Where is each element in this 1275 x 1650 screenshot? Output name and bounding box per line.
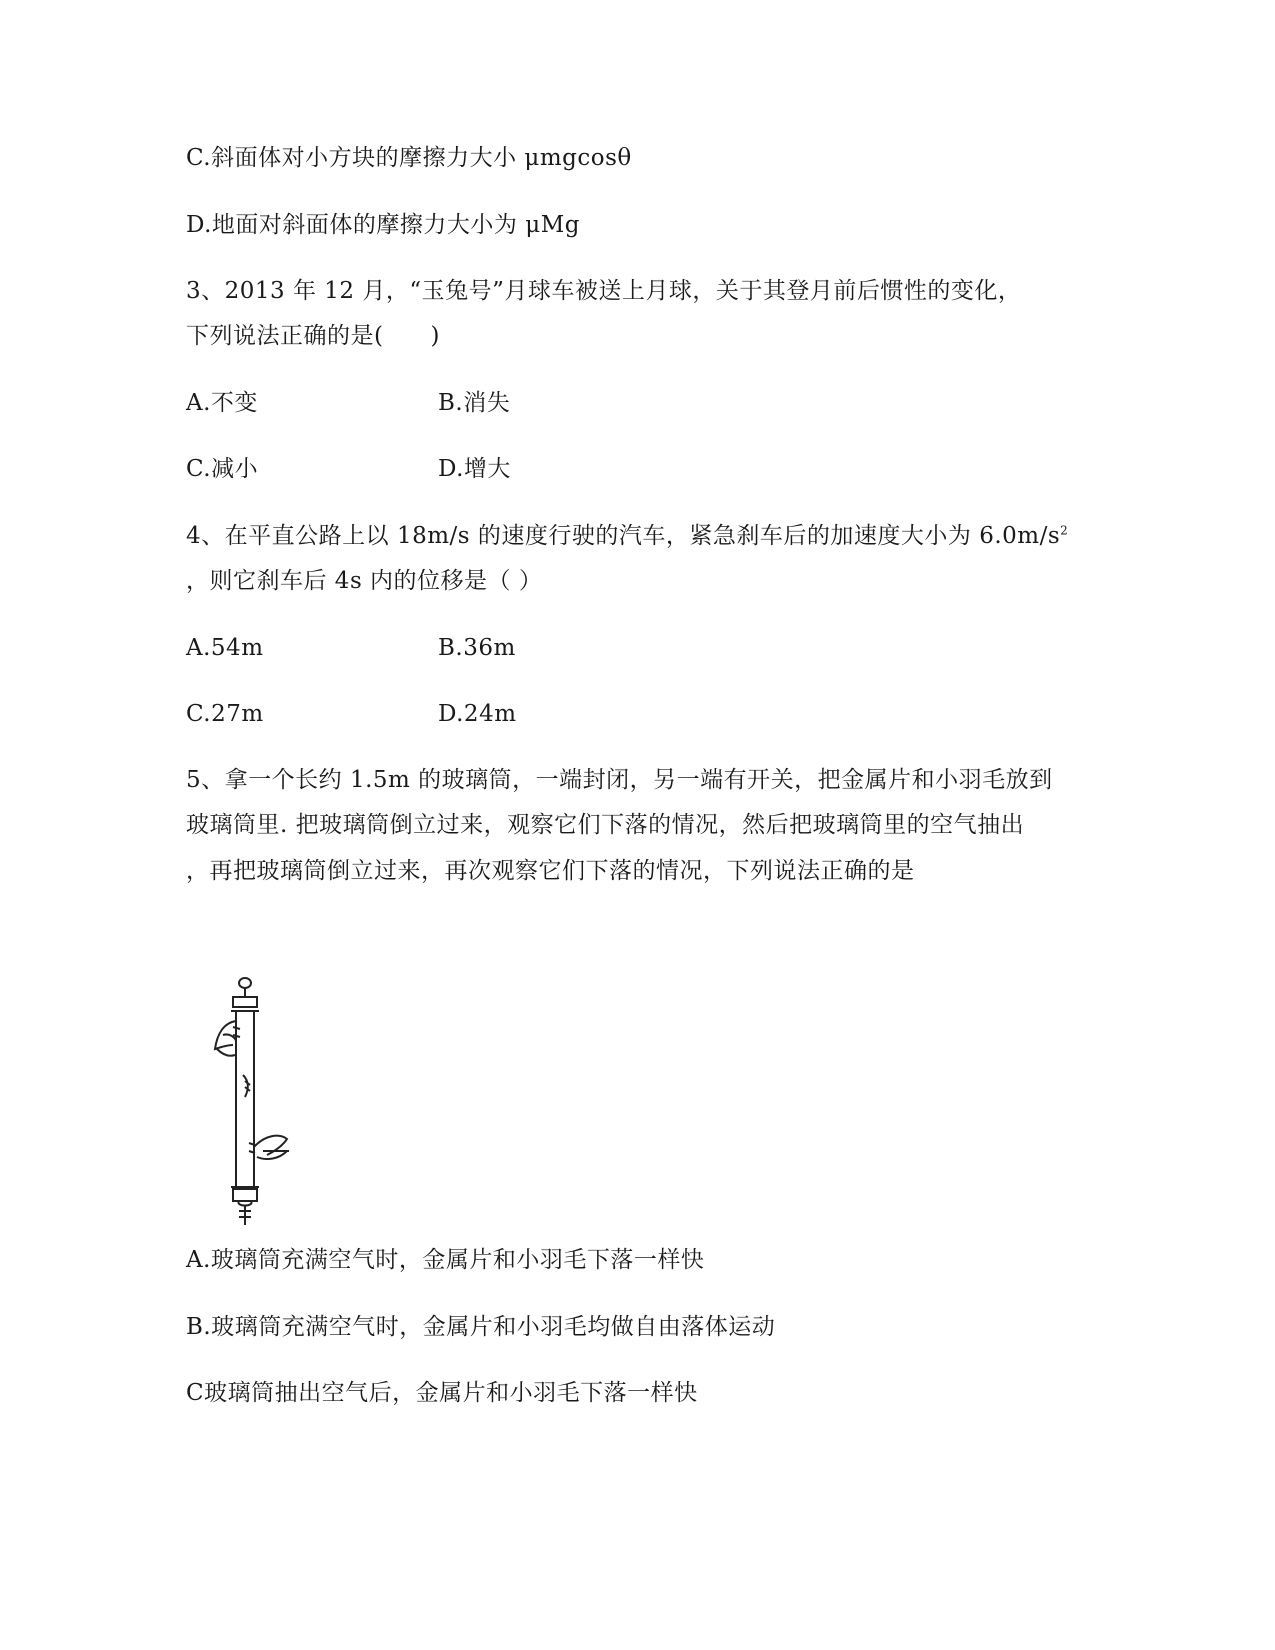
q2-option-c: C.斜面体对小方块的摩擦力大小 μmgcosθ bbox=[186, 145, 632, 171]
q5-option-a: A.玻璃筒充满空气时，金属片和小羽毛下落一样快 bbox=[186, 1247, 705, 1273]
q5-stem-line3: ，再把玻璃筒倒立过来，再次观察它们下落的情况，下列说法正确的是 bbox=[186, 858, 915, 884]
q3-option-b: B.消失 bbox=[438, 390, 511, 416]
q4-stem-line2: ，则它刹车后 4s 内的位移是（ ） bbox=[186, 568, 543, 594]
q5-stem-line1: 5、拿一个长约 1.5m 的玻璃筒，一端封闭，另一端有开关，把金属片和小羽毛放到 bbox=[186, 767, 1053, 793]
q4-option-d: D.24m bbox=[438, 701, 517, 727]
q5-option-b: B.玻璃筒充满空气时，金属片和小羽毛均做自由落体运动 bbox=[186, 1314, 776, 1340]
glass-tube-with-hands-icon bbox=[205, 975, 315, 1255]
q4-stem-text: 4、在平直公路上以 18m/s 的速度行驶的汽车，紧急刹车后的加速度大小为 6.0m/s bbox=[186, 523, 1061, 549]
q3-option-a: A.不变 bbox=[186, 390, 258, 416]
q3-stem-line2: 下列说法正确的是( ) bbox=[186, 323, 440, 349]
q4-stem-line1 bbox=[186, 521, 1068, 551]
q4-option-c: C.27m bbox=[186, 701, 264, 727]
q4-option-a: A.54m bbox=[186, 635, 264, 661]
q3-stem-line1: 3、2013 年 12 月，“玉兔号”月球车被送上月球，关于其登月前后惯性的变化， bbox=[186, 278, 1022, 304]
q3-option-c: C.减小 bbox=[186, 456, 259, 482]
q4-option-b: B.36m bbox=[438, 635, 516, 661]
q4-stem-superscript: 2 bbox=[1060, 523, 1069, 538]
q2-option-d: D.地面对斜面体的摩擦力大小为 μMg bbox=[186, 212, 580, 238]
q3-option-d: D.增大 bbox=[438, 456, 511, 482]
q5-option-c: C玻璃筒抽出空气后，金属片和小羽毛下落一样快 bbox=[186, 1380, 698, 1406]
q5-stem-line2: 玻璃筒里. 把玻璃筒倒立过来，观察它们下落的情况，然后把玻璃筒里的空气抽出 bbox=[186, 812, 1025, 838]
